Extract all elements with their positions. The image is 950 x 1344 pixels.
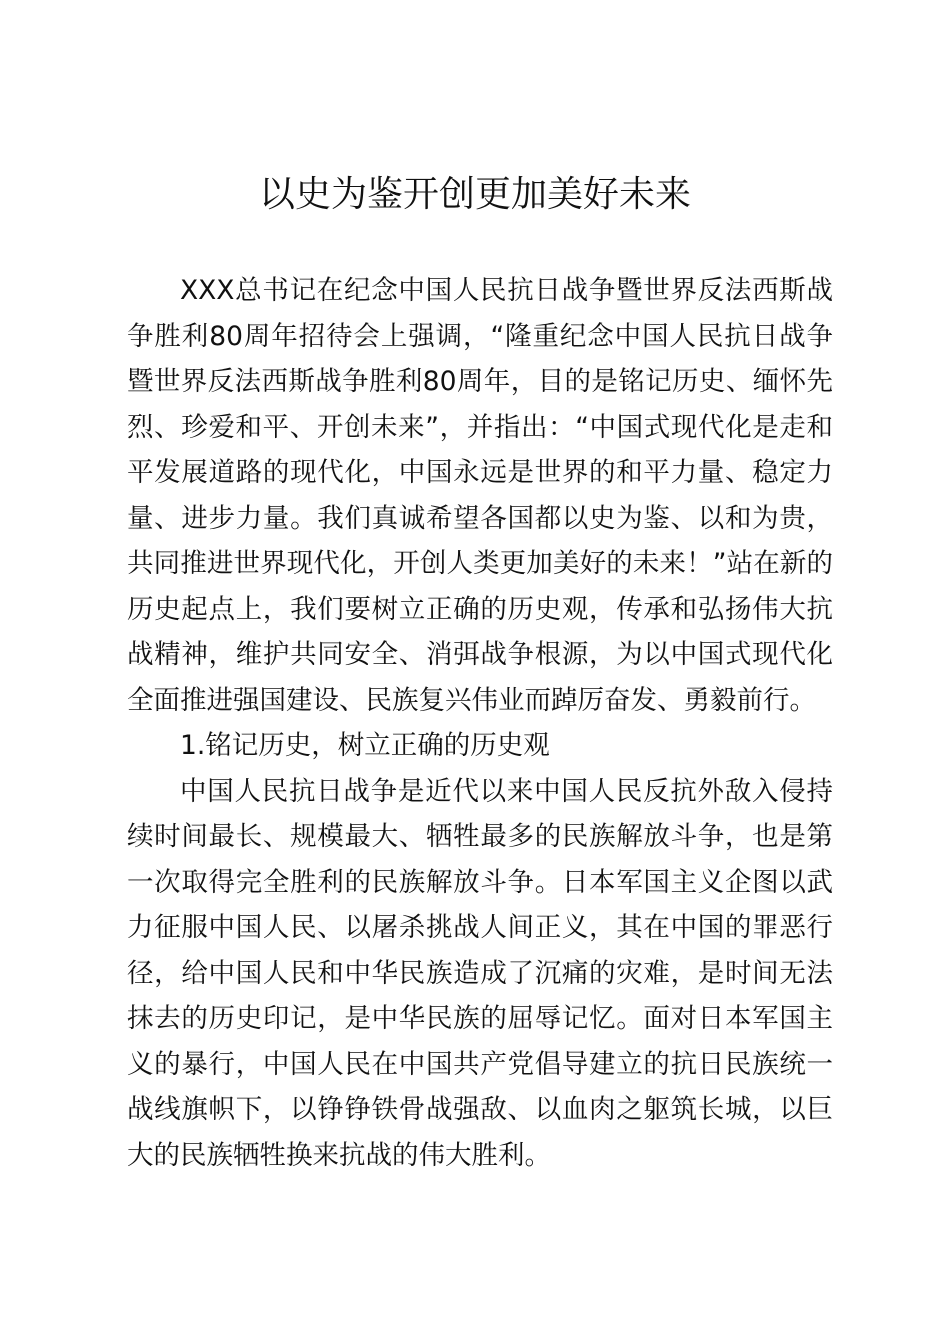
document-body [127, 268, 833, 1178]
section-heading-1: 1.铭记历史，树立正确的历史观 [180, 730, 550, 761]
paragraph-intro: XXX总书记在纪念中国人民抗日战争暨世界反法西斯战争胜利80周年招待会上强调，“隆重纪念中国人民抗日战争暨世界反法西斯战争胜利80周年，目的是铭记历史、缅怀先烈、珍爱和平、开创未来”，并指出：“中国式现代化是走和平发展道路的现代化，中国永远是世界的和平力量、稳定力量、进步力量。我们真诚希望各国都以史为鉴、以和为贵，共同推进世界现代化，开创人类更加美好的未来！”站在新的历史起点上，我们要树立正确的历史观，传承和弘扬伟大抗战精神，维护共同安全、消弭战争根源，为以中国式现代化全面推进强国建设、民族复兴伟业而踔厉奋发、勇毅前行。 [127, 275, 833, 716]
paragraph-section-1: 中国人民抗日战争是近代以来中国人民反抗外敌入侵持续时间最长、规模最大、牺牲最多的民族解放斗争，也是第一次取得完全胜利的民族解放斗争。日本军国主义企图以武力征服中国人民、以屠杀挑战人间正义，其在中国的罪恶行径，给中国人民和中华民族造成了沉痛的灾难，是时间无法抹去的历史印记，是中华民族的屈辱记忆。面对日本军国主义的暴行，中国人民在中国共产党倡导建立的抗日民族统一战线旗帜下，以铮铮铁骨战强敌、以血肉之躯筑长城，以巨大的民族牺牲换来抗战的伟大胜利。 [127, 775, 833, 1171]
document-title: 以史为鉴开创更加美好未来 [258, 174, 691, 215]
